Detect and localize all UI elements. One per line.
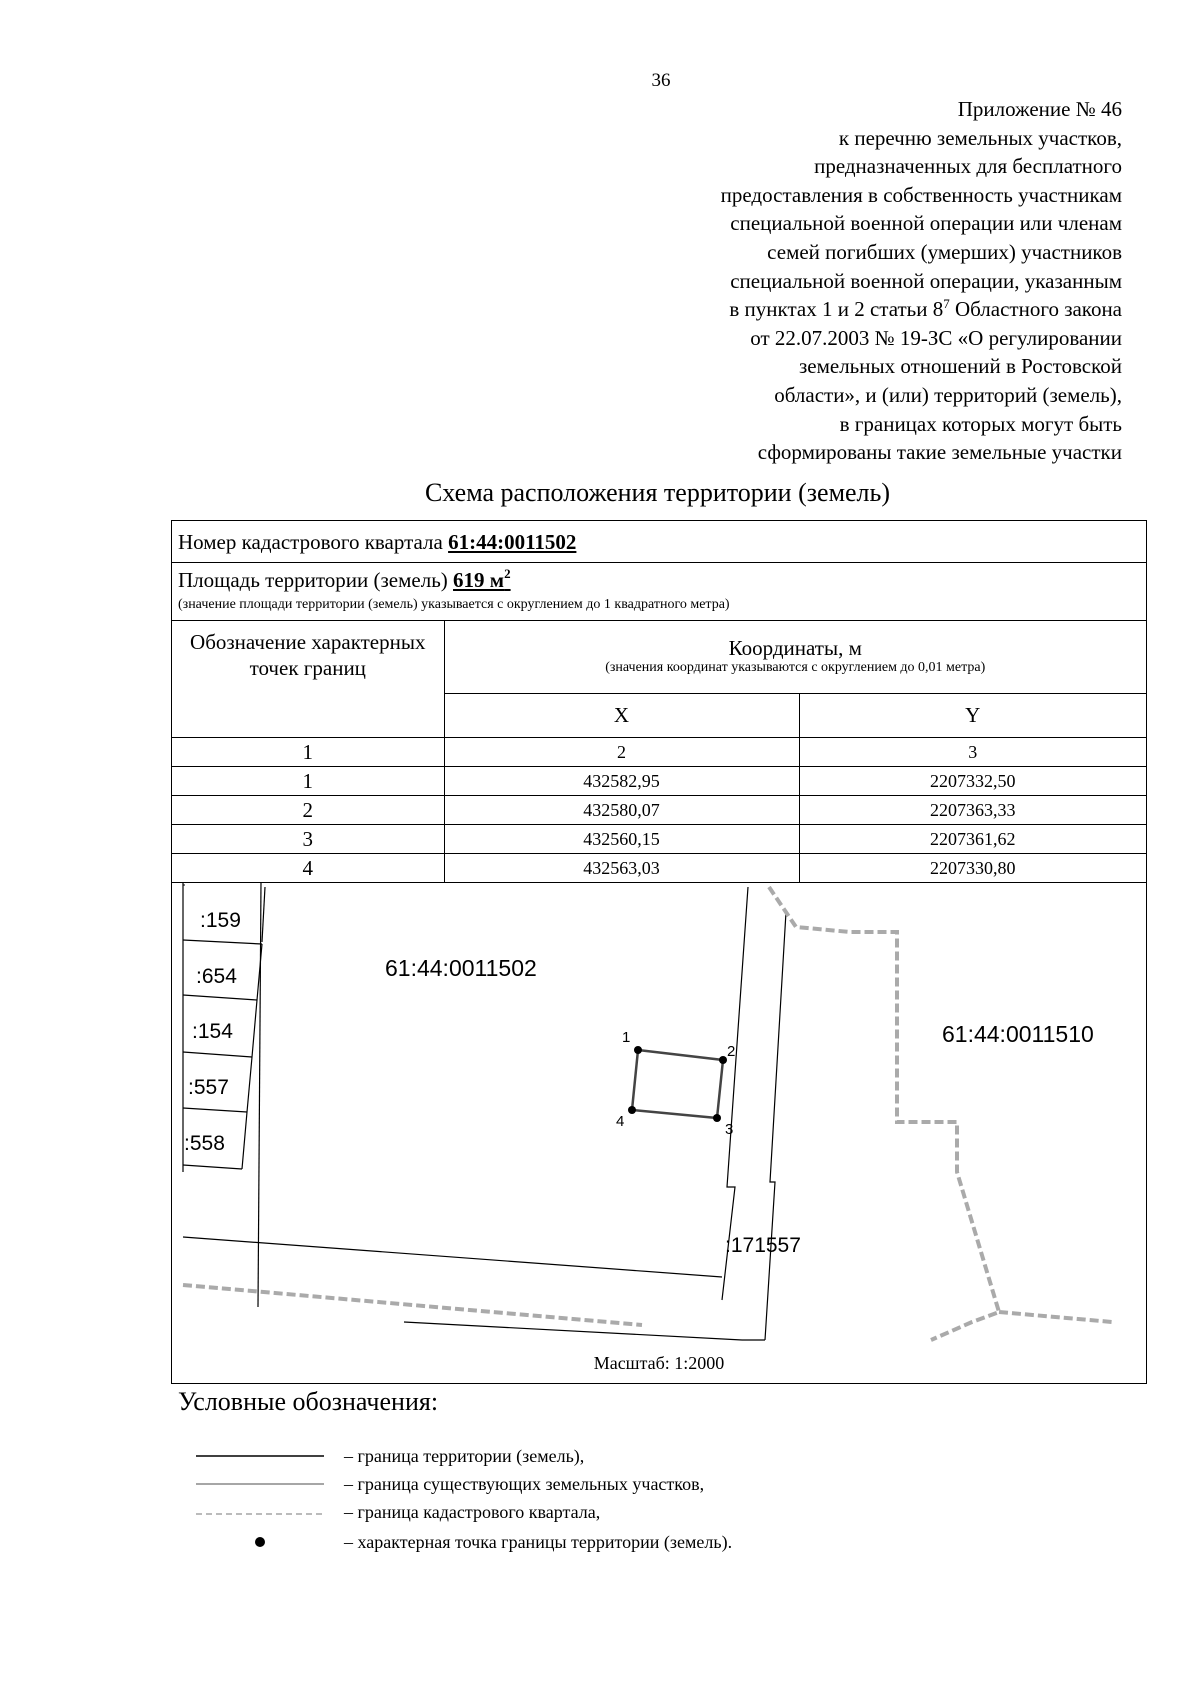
table-row xyxy=(172,824,1146,853)
y-coordinate: 2207330,80 xyxy=(799,853,1146,882)
x-coordinate: 432563,03 xyxy=(444,853,799,882)
solid-line-icon xyxy=(196,1442,324,1470)
table-row xyxy=(172,795,1146,824)
legend-text: – характерная точка границы территории (земель). xyxy=(344,1532,733,1552)
appendix-line: в границах которых могут быть xyxy=(839,411,1122,436)
coordinates-table xyxy=(172,621,1146,883)
table-row xyxy=(172,853,1146,882)
point-id: 3 xyxy=(172,824,444,853)
point-id: 4 xyxy=(172,853,444,882)
parcel-boundary xyxy=(262,887,265,942)
scheme-title: Схема расположения территории (земель) xyxy=(424,478,891,507)
boundary-point-marker xyxy=(713,1114,721,1122)
x-header: X xyxy=(444,693,799,737)
boundary-point-marker xyxy=(719,1056,727,1064)
scheme-frame xyxy=(171,520,1147,1384)
parcel-label: :171557 xyxy=(725,1234,801,1257)
table-row xyxy=(172,766,1146,795)
column-number-row xyxy=(172,737,1146,766)
appendix-line-text: в пунктах 1 и 2 статьи 8 xyxy=(729,297,944,322)
parcel-boundary xyxy=(257,944,262,1000)
x-coordinate: 432582,95 xyxy=(444,766,799,795)
cadastral-row xyxy=(172,521,1146,563)
appendix-line: земельных отношений в Ростовской xyxy=(798,354,1122,379)
dashed-line-icon xyxy=(196,1498,324,1526)
area-value xyxy=(453,568,511,592)
points-header: Обозначение характерных точек границ xyxy=(172,621,444,737)
area-label: Площадь территории (земель) xyxy=(178,568,454,592)
point-id: 2 xyxy=(172,795,444,824)
point-id: 1 xyxy=(172,766,444,795)
cadastral-quarter-boundary xyxy=(999,1312,1112,1322)
parcel-label: :654 xyxy=(196,965,237,988)
area-note: (значение площади территории (земель) указывается с округлением до 1 квадратного метра) xyxy=(178,597,730,612)
area-unit-superscript: 2 xyxy=(504,566,511,581)
parcel-boundary xyxy=(183,1165,242,1169)
parcel-boundary xyxy=(183,1108,247,1112)
boundary-point-marker xyxy=(634,1046,642,1054)
area-line xyxy=(178,565,1146,595)
parcel-boundary xyxy=(252,1000,257,1057)
parcel-boundary xyxy=(183,1237,722,1277)
legend-item xyxy=(186,1470,1086,1498)
appendix-line xyxy=(562,295,1122,324)
legend-item xyxy=(186,1442,1086,1470)
parcel-label: :159 xyxy=(200,909,241,932)
point-label: 3 xyxy=(725,1121,734,1138)
quarter-label: 61:44:0011502 xyxy=(385,955,537,981)
appendix-line-text: Областного закона xyxy=(949,297,1122,322)
territory-boundary xyxy=(632,1050,723,1118)
appendix-line: к перечню земельных участков, xyxy=(838,125,1122,150)
coords-header-title: Координаты, м xyxy=(728,635,862,660)
legend-text: – граница территории (земель), xyxy=(344,1446,585,1466)
legend-text: – граница кадастрового квартала, xyxy=(344,1502,601,1522)
cadastral-quarter-boundary xyxy=(769,887,999,1340)
superscript: 7 xyxy=(943,296,950,312)
parcel-boundary xyxy=(183,940,262,944)
column-number: 3 xyxy=(799,737,1146,766)
parcel-label: :558 xyxy=(184,1132,225,1155)
scheme-map xyxy=(172,882,1146,1352)
area-value-text: 619 м xyxy=(453,568,505,592)
map-area xyxy=(172,882,1146,1383)
appendix-line: предоставления в собственность участникам xyxy=(720,182,1122,207)
appendix-line: от 22.07.2003 № 19-ЗС «О регулировании xyxy=(750,325,1122,350)
column-number: 2 xyxy=(444,737,799,766)
legend-item xyxy=(186,1498,1086,1526)
appendix-line: семей погибших (умерших) участников xyxy=(767,239,1122,264)
y-coordinate: 2207361,62 xyxy=(799,824,1146,853)
thin-line-icon xyxy=(196,1470,324,1498)
x-coordinate: 432580,07 xyxy=(444,795,799,824)
parcel-boundary xyxy=(183,1052,252,1057)
page-number: 36 xyxy=(651,70,671,91)
map-scale: Масштаб: 1:2000 xyxy=(593,1353,725,1373)
appendix-line: области», и (или) территорий (земель), xyxy=(774,382,1122,407)
coords-header-note: (значения координат указываются с округлением до 0,01 метра) xyxy=(605,659,986,675)
appendix-header xyxy=(562,95,1122,467)
column-number: 1 xyxy=(172,737,444,766)
cadastral-quarter-boundary xyxy=(183,1285,642,1325)
parcel-boundary xyxy=(247,1057,252,1112)
x-coordinate: 432560,15 xyxy=(444,824,799,853)
point-icon xyxy=(196,1528,324,1556)
point-label: 4 xyxy=(616,1113,625,1130)
area-row xyxy=(172,563,1146,621)
y-header: Y xyxy=(799,693,1146,737)
legend-text: – граница существующих земельных участков, xyxy=(344,1474,705,1494)
cadastral-label: Номер кадастрового квартала xyxy=(178,530,449,554)
parcel-boundary xyxy=(404,1322,742,1340)
appendix-line: сформированы такие земельные участки xyxy=(757,440,1122,465)
boundary-point-marker xyxy=(628,1106,636,1114)
parcel-boundary xyxy=(183,995,257,1000)
parcel-label: :154 xyxy=(192,1020,233,1043)
appendix-line: Приложение № 46 xyxy=(957,97,1122,121)
parcel-label: :557 xyxy=(188,1076,229,1099)
appendix-line: специальной военной операции, указанным xyxy=(730,268,1122,293)
parcel-boundary xyxy=(765,912,786,1340)
coords-header xyxy=(444,621,1146,693)
appendix-line: предназначенных для бесплатного xyxy=(814,154,1122,179)
parcel-boundary xyxy=(242,1112,247,1169)
appendix-line: специальной военной операции или членам xyxy=(730,211,1122,236)
quarter-label: 61:44:0011510 xyxy=(942,1021,1094,1047)
y-coordinate: 2207363,33 xyxy=(799,795,1146,824)
legend-title: Условные обозначения: xyxy=(178,1387,439,1416)
legend-item xyxy=(186,1528,1086,1556)
point-label: 1 xyxy=(622,1029,631,1046)
cadastral-number: 61:44:0011502 xyxy=(448,530,577,554)
point-label: 2 xyxy=(727,1043,736,1060)
y-coordinate: 2207332,50 xyxy=(799,766,1146,795)
